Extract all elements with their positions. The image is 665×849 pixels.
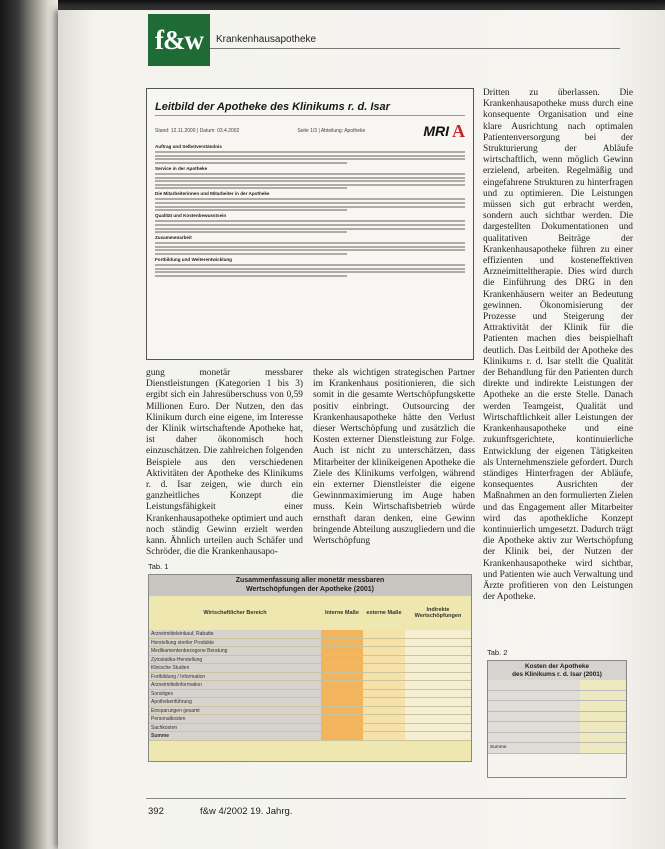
table1-cell (321, 673, 363, 682)
leitbild-text-line (155, 242, 465, 244)
table1-cell (363, 690, 405, 699)
leitbild-text-line (155, 177, 465, 179)
table2 (487, 660, 627, 778)
leitbild-section (155, 191, 465, 211)
table1-cell (321, 698, 363, 707)
leitbild-text-line (155, 249, 465, 251)
table1-cell (405, 732, 471, 741)
leitbild-section (155, 166, 465, 189)
table2-body (488, 680, 626, 754)
table1-cell: Arzneimittelinformation (149, 681, 321, 690)
leitbild-text-line (155, 220, 465, 222)
table1-cell (405, 639, 471, 648)
table1-cell (405, 724, 471, 733)
table1-cell (405, 673, 471, 682)
table1-cell (363, 724, 405, 733)
leitbild-text-line (155, 271, 465, 273)
leitbild-text-line (155, 228, 465, 230)
table2-row (488, 701, 626, 712)
table1-cell (321, 724, 363, 733)
table2-row (488, 691, 626, 702)
table1-cell (405, 647, 471, 656)
table2-cell (488, 680, 580, 691)
header-rule (210, 48, 620, 49)
leitbild-text-line (155, 202, 465, 204)
table1-cell (363, 656, 405, 665)
table1-cell: Personalkosten (149, 715, 321, 724)
column-left-text: gung monetär messbarer Dienstleistungen (Kategorien 1 bis 3) ergibt sich ein Jahresüberschuss von 0,59 Millionen Euro. Der Nutzen, den das Klinikum durch eine eigene, im Interesse der Klinik wirtschaftende Apotheke hat, ist daher ökonomisch hoch einzuschätzen. Die zahlreichen folgenden Beispiele aus den verschiedenen Aktivitäten der Apotheke des Klinikums r. d. Isar zeigen, wie durch ein ganzheitliches Konzept die Leistungsfähigkeit einer Krankenhausapotheke optimiert und auch noch ständig Gewinn erzielt werden kann. Ähnlich urteilen auch Schäfer und Schröder, die die Krankenhausapo- (146, 368, 303, 558)
leitbild-text-line (155, 173, 465, 175)
table1-cell (405, 715, 471, 724)
section-label: Krankenhausapotheke (216, 34, 317, 45)
table1-cell (363, 639, 405, 648)
mri-logo: MRI (423, 123, 449, 139)
leitbild-title: Leitbild der Apotheke des Klinikums r. d. Isar (155, 101, 465, 116)
table1-cell (363, 732, 405, 741)
table1-body (149, 630, 471, 741)
table2-title-line2: des Klinikums r. d. Isar (2001) (512, 670, 602, 678)
table1-header-cell: externe Maße (366, 610, 402, 616)
column-right (483, 88, 633, 640)
table1-cell: Summe (149, 732, 321, 741)
leitbild-text-line (155, 268, 465, 270)
table1-cell (363, 681, 405, 690)
table2-cell (580, 722, 626, 733)
table2-cell (580, 701, 626, 712)
brand-marks (423, 121, 465, 142)
table2-cell (580, 733, 626, 744)
leitbild-sections (155, 144, 465, 277)
table2-cell (488, 722, 580, 733)
table1-cell (321, 732, 363, 741)
leitbild-text-line (155, 151, 465, 153)
column-middle (313, 368, 475, 558)
table1-cell (321, 664, 363, 673)
table1-label: Tab. 1 (148, 562, 169, 571)
table2-row (488, 733, 626, 744)
table1-title-line1: Zusammenfassung aller monetär messbaren (235, 577, 385, 584)
table1-cell: Klinische Studien (149, 664, 321, 673)
leitbild-section-heading: Die Mitarbeiterinnen und Mitarbeiter in der Apotheke (155, 191, 270, 197)
table1-cell (321, 630, 363, 639)
table1-cell: Sonstiges (149, 690, 321, 699)
leitbild-text-line (155, 184, 465, 186)
table2-cell (488, 701, 580, 712)
leitbild-section (155, 213, 465, 233)
table1-cell (405, 707, 471, 716)
leitbild-text-line (155, 231, 347, 233)
leitbild-text-line (155, 246, 465, 248)
table2-cell (488, 733, 580, 744)
leitbild-text-line (155, 198, 465, 200)
page-number: 392 (148, 806, 164, 817)
table2-cell: Summe (488, 743, 580, 754)
leitbild-text-line (155, 209, 347, 211)
book-edge (0, 0, 60, 849)
leitbild-section (155, 235, 465, 255)
table1-cell (363, 647, 405, 656)
table1-cell: Medikamentenbezogene Beratung (149, 647, 321, 656)
leitbild-meta-mid: Seite 1/3 | Abteilung: Apotheke (297, 128, 366, 134)
table1-cell (405, 698, 471, 707)
table1-cell (363, 715, 405, 724)
leitbild-box (146, 88, 474, 360)
leitbild-section-heading: Fortbildung und Weiterentwicklung (155, 256, 232, 262)
leitbild-section (155, 144, 465, 164)
table1-cell (405, 690, 471, 699)
table1-cell (405, 630, 471, 639)
table1-header (149, 596, 471, 630)
leitbild-text-line (155, 155, 465, 157)
table1-cell: Einsparungen gesamt (149, 707, 321, 716)
table1-cell (321, 715, 363, 724)
table1-cell: Arzneimitteleinkauf, Rabatte (149, 630, 321, 639)
table1-cell (363, 698, 405, 707)
column-left (146, 368, 303, 558)
leitbild-section-heading: Qualität und Kostenbewusstsein (155, 213, 227, 219)
table1-header-cell: Interne Maße (325, 610, 359, 616)
pharmacy-a-logo: A (452, 120, 465, 141)
table1-title-line2: Wertschöpfungen der Apotheke (2001) (246, 585, 374, 593)
table1-cell (321, 681, 363, 690)
table2-cell (488, 691, 580, 702)
table1-cell (321, 707, 363, 716)
leitbild-text-line (155, 180, 465, 182)
table1-cell (321, 639, 363, 648)
table2-row (488, 743, 626, 754)
table1-title (149, 575, 471, 596)
table2-label: Tab. 2 (487, 648, 508, 657)
table1-cell: Sachkosten (149, 724, 321, 733)
leitbild-meta (155, 120, 465, 142)
fw-logo: f&w (148, 14, 210, 66)
leitbild-section-heading: Auftrag und Selbstverständnis (155, 144, 222, 149)
leitbild-section (155, 257, 465, 277)
table1-cell (363, 630, 405, 639)
table2-cell (580, 743, 626, 754)
leitbild-meta-left: Stand: 12.11.2000 | Datum: 03.4.2002 (155, 128, 240, 134)
table1-header-cell: Indirekte Wertschöpfungen (414, 607, 462, 619)
publication-info: f&w 4/2002 19. Jahrg. (200, 806, 293, 817)
table1-cell (321, 656, 363, 665)
leitbild-section-heading: Zusammenarbeit (155, 235, 192, 241)
table1-cell: Fortbildung / Information (149, 673, 321, 682)
table2-cell (488, 712, 580, 723)
table1-cell: Herstellung steriler Produkte (149, 639, 321, 648)
table2-row (488, 712, 626, 723)
leitbild-text-line (155, 264, 465, 266)
table2-title-line1: Kosten der Apotheke (524, 663, 590, 670)
table1-header-cell: Wirtschaftlicher Bereich (203, 610, 267, 616)
table2-title (488, 661, 626, 680)
leitbild-text-line (155, 187, 347, 189)
table1-cell (405, 664, 471, 673)
table1-cell (321, 647, 363, 656)
table1-cell (321, 690, 363, 699)
table2-row (488, 680, 626, 691)
table2-cell (580, 680, 626, 691)
table1-cell (405, 681, 471, 690)
leitbild-text-line (155, 206, 465, 208)
table1-cell: Zytostatika-Herstellung (149, 656, 321, 665)
table2-cell (580, 691, 626, 702)
column-right-text: Dritten zu überlassen. Die Krankenhausapotheke muss durch eine konsequente Organisation und eine klare Ausrichtung nach optimalen Patientenversorgung bei der Strukturierung der Abläufe wirtschaftlich, wenn möglich Gewinn erzielend, arbeiten. Regelmäßig und eingefahrene Strukturen zu hinterfragen und zu optimieren. Die Leistungen müssen sich gut erbracht werden, sondern auch sichtbar werden. Die dargestellten Dokumentationen und qualitativen Beiträge der Krankenhausapotheke führen zu einer effizienten und kosteneffektiven Arzneimitteltherapie. Dies wird durch die Einführung des DRG in den Krankenhäusern weiter an Bedeutung gewinnen. Ökonomisierung der Prozesse und Steigerung der Attraktivität der Klinik für die Patienten machen dies beispielhaft deutlich. Das Leitbild der Apotheke des Klinikums r. d. Isar stellt die Qualität der Behandlung für den Patienten durch direkte und indirekte Leistungen der Apotheke an die erste Stelle. Danach werden Teamgeist, Qualität und Wirtschaftlichkeit aller Leistungen der Krankenhausapotheke und eine zukunftsgerichtete, kontinuierliche Entwicklung der eigenen Tätigkeiten als Unternehmensziele gefordert. Durch ständiges Hinterfragen der Abläufe, konsequentes Ausrichten der Maßnahmen an den formulierten Zielen und das Engagement aller Mitarbeiter wird das apothekliche Konzept kontinuierlich umgesetzt. Dadurch trägt die Apotheke aktiv zur Wertschöpfung der Klinik bei, der Nutzen der Krankenhausapotheke wird sichtbar, und Patienten wie auch Verwaltung und Ärzte profitieren von den Leistungen der Apotheke. (483, 88, 633, 603)
table1-cell: Apothekenführung (149, 698, 321, 707)
leitbild-text-line (155, 158, 465, 160)
table1 (148, 574, 472, 762)
table1-cell (363, 664, 405, 673)
leitbild-text-line (155, 253, 347, 255)
leitbild-text-line (155, 162, 347, 164)
table1-cell (363, 707, 405, 716)
footer-rule (146, 798, 626, 799)
leitbild-text-line (155, 275, 347, 277)
table1-cell (405, 656, 471, 665)
leitbild-text-line (155, 224, 465, 226)
leitbild-section-heading: Service in der Apotheke (155, 165, 208, 171)
table2-row (488, 722, 626, 733)
table1-cell (363, 673, 405, 682)
table2-cell (580, 712, 626, 723)
column-middle-text: theke als wichtigen strategischen Partner im Krankenhaus positionieren, die sich somit in die gesamte Wertschöpfungskette positiv einbringt. Outsourcing der Krankenhausapotheke hätte den Verlust dieser Wertschöpfung und zusätzlich die Kosten externer Dienstleistung zur Folge. Auch ist nicht zu unterschätzen, dass Mitarbeiter der klinikeigenen Apotheke die Ziele des Klinikums verfolgen, während ein externer Dienstleister die eigene Gewinnmaximierung im Auge haben muss. Kein Wirtschaftsbetrieb würde ernsthaft daran denken, eine Gewinn bringende Abteilung auszugliedern und die Wertschöpfung (313, 368, 475, 547)
